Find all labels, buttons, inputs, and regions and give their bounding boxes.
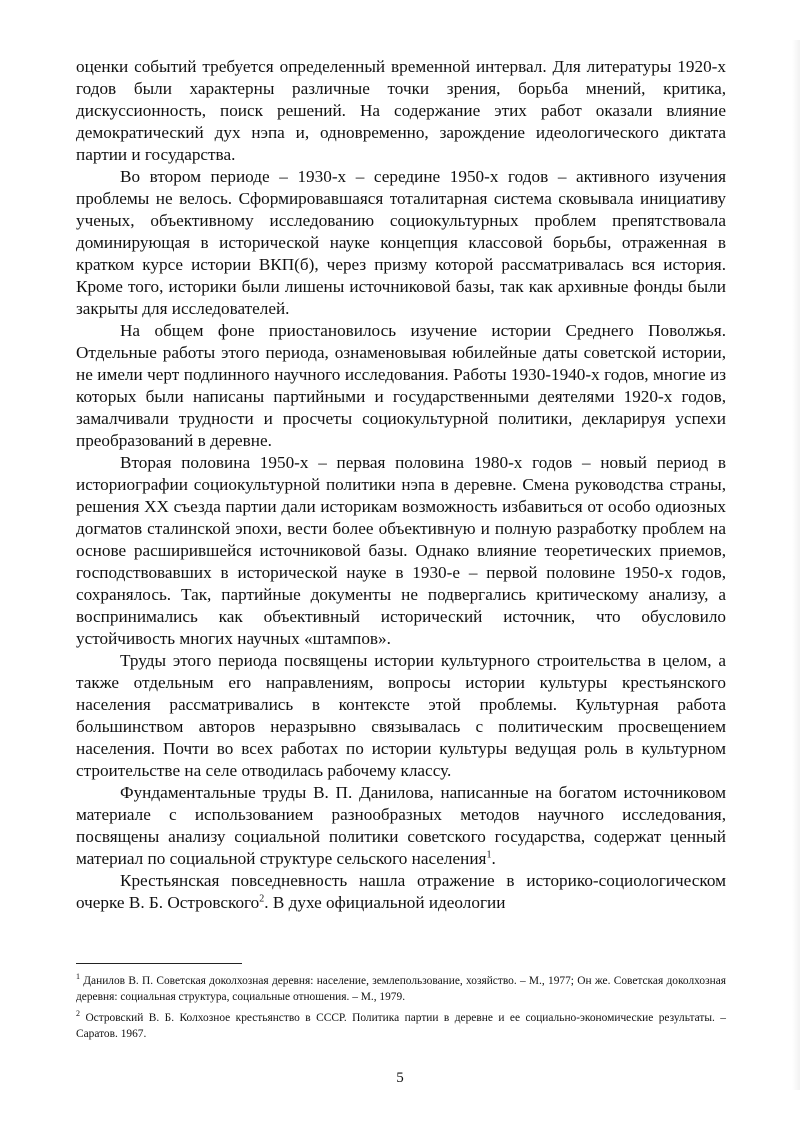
paragraph-6: Фундаментальные труды В. П. Данилова, написанные на богатом источниковом материале с использованием разнообразных методов научного исследования, посвящены анализу социальной политики советского государства, содержат ценный материал по социальной структуре сельского населения$^1$. [76,783,726,868]
footnote-ref-1[interactable]: 1 [486,849,492,861]
document-body [76,56,726,914]
footnotes [76,969,726,1043]
paragraph-3: На общем фоне приостановилось изучение истории Среднего Поволжья. Отдельные работы этого периода, ознаменовывая юбилейные даты советской истории, не имели черт подлинного научного исследования. Работы 1930-1940-х годов, многие из которых были написаны партийными и государственными деятелями 1920-х годов, замалчивали трудности и просчеты социокультурной политики, декларируя успехи преобразований в деревне. [76,321,726,450]
page-number: 5 [396,1070,404,1086]
footnote-2: $^2$ Островский В. Б. Колхозное крестьянство в СССР. Политика партии в деревне и ее социально-экономические результаты. – Саратов. 1967. [76,1008,726,1040]
paragraph-4: Вторая половина 1950-х – первая половина 1980-х годов – новый период в историографии социокультурной политики нэпа в деревне. Смена руководства страны, решения XX съезда партии дали историкам возможность избавиться от особо одиозных догматов сталинской эпохи, вести более объективную и полную разработку проблем на основе расширившейся источниковой базы. Однако влияние теоретических приемов, господствовавших в исторической науке в 1930-е – первой половине 1950-х годов, сохранялось. Так, партийные документы не подвергались критическому анализу, а воспринимались как объективный исторический источник, что обусловило устойчивость многих научных «штампов». [76,453,726,648]
paragraph-1: оценки событий требуется определенный временной интервал. Для литературы 1920-х годов были характерны различные точки зрения, борьба мнений, критика, дискуссионность, поиск решений. На содержание этих работ оказали влияние демократический дух нэпа и, одновременно, зарождение идеологического диктата партии и государства. [76,57,726,164]
paragraph-2: Во втором периоде – 1930-х – середине 1950-х годов – активного изучения проблемы не велось. Сформировавшаяся тоталитарная система сковывала инициативу ученых, объективному исследованию социокультурных проблем препятствовала доминирующая в исторической науке концепция классовой борьбы, отраженная в кратком курсе истории ВКП(б), через призму которой рассматривалась вся история. Кроме того, историки были лишены источниковой базы, так как архивные фонды были закрыты для исследователей. [76,167,726,318]
page-edge-shadow [792,40,800,1090]
footnote-number: 2 [76,1008,80,1018]
footnote-ref-2[interactable]: 2 [259,893,265,905]
paragraph-7: Крестьянская повседневность нашла отражение в историко-социологическом очерке В. Б. Островского$^2$. В духе официальной идеологии [76,871,726,912]
footnote-separator [76,963,242,964]
footnote-1: $^1$ Данилов В. П. Советская доколхозная деревня: население, землепользование, хозяйство. – М., 1977; Он же. Советская доколхозная деревня: социальная структура, социальные отношения. – М., 1979. [76,972,726,1003]
paragraph-5: Труды этого периода посвящены истории культурного строительства в целом, а также отдельным его направлениям, вопросы истории культуры крестьянского населения рассматривались в контексте этой проблемы. Культурная работа большинством авторов неразрывно связывалась с политическим просвещением населения. Почти во всех работах по истории культуры ведущая роль в культурном строительстве на селе отводилась рабочему классу. [76,651,726,780]
footnote-number: 1 [76,972,80,981]
